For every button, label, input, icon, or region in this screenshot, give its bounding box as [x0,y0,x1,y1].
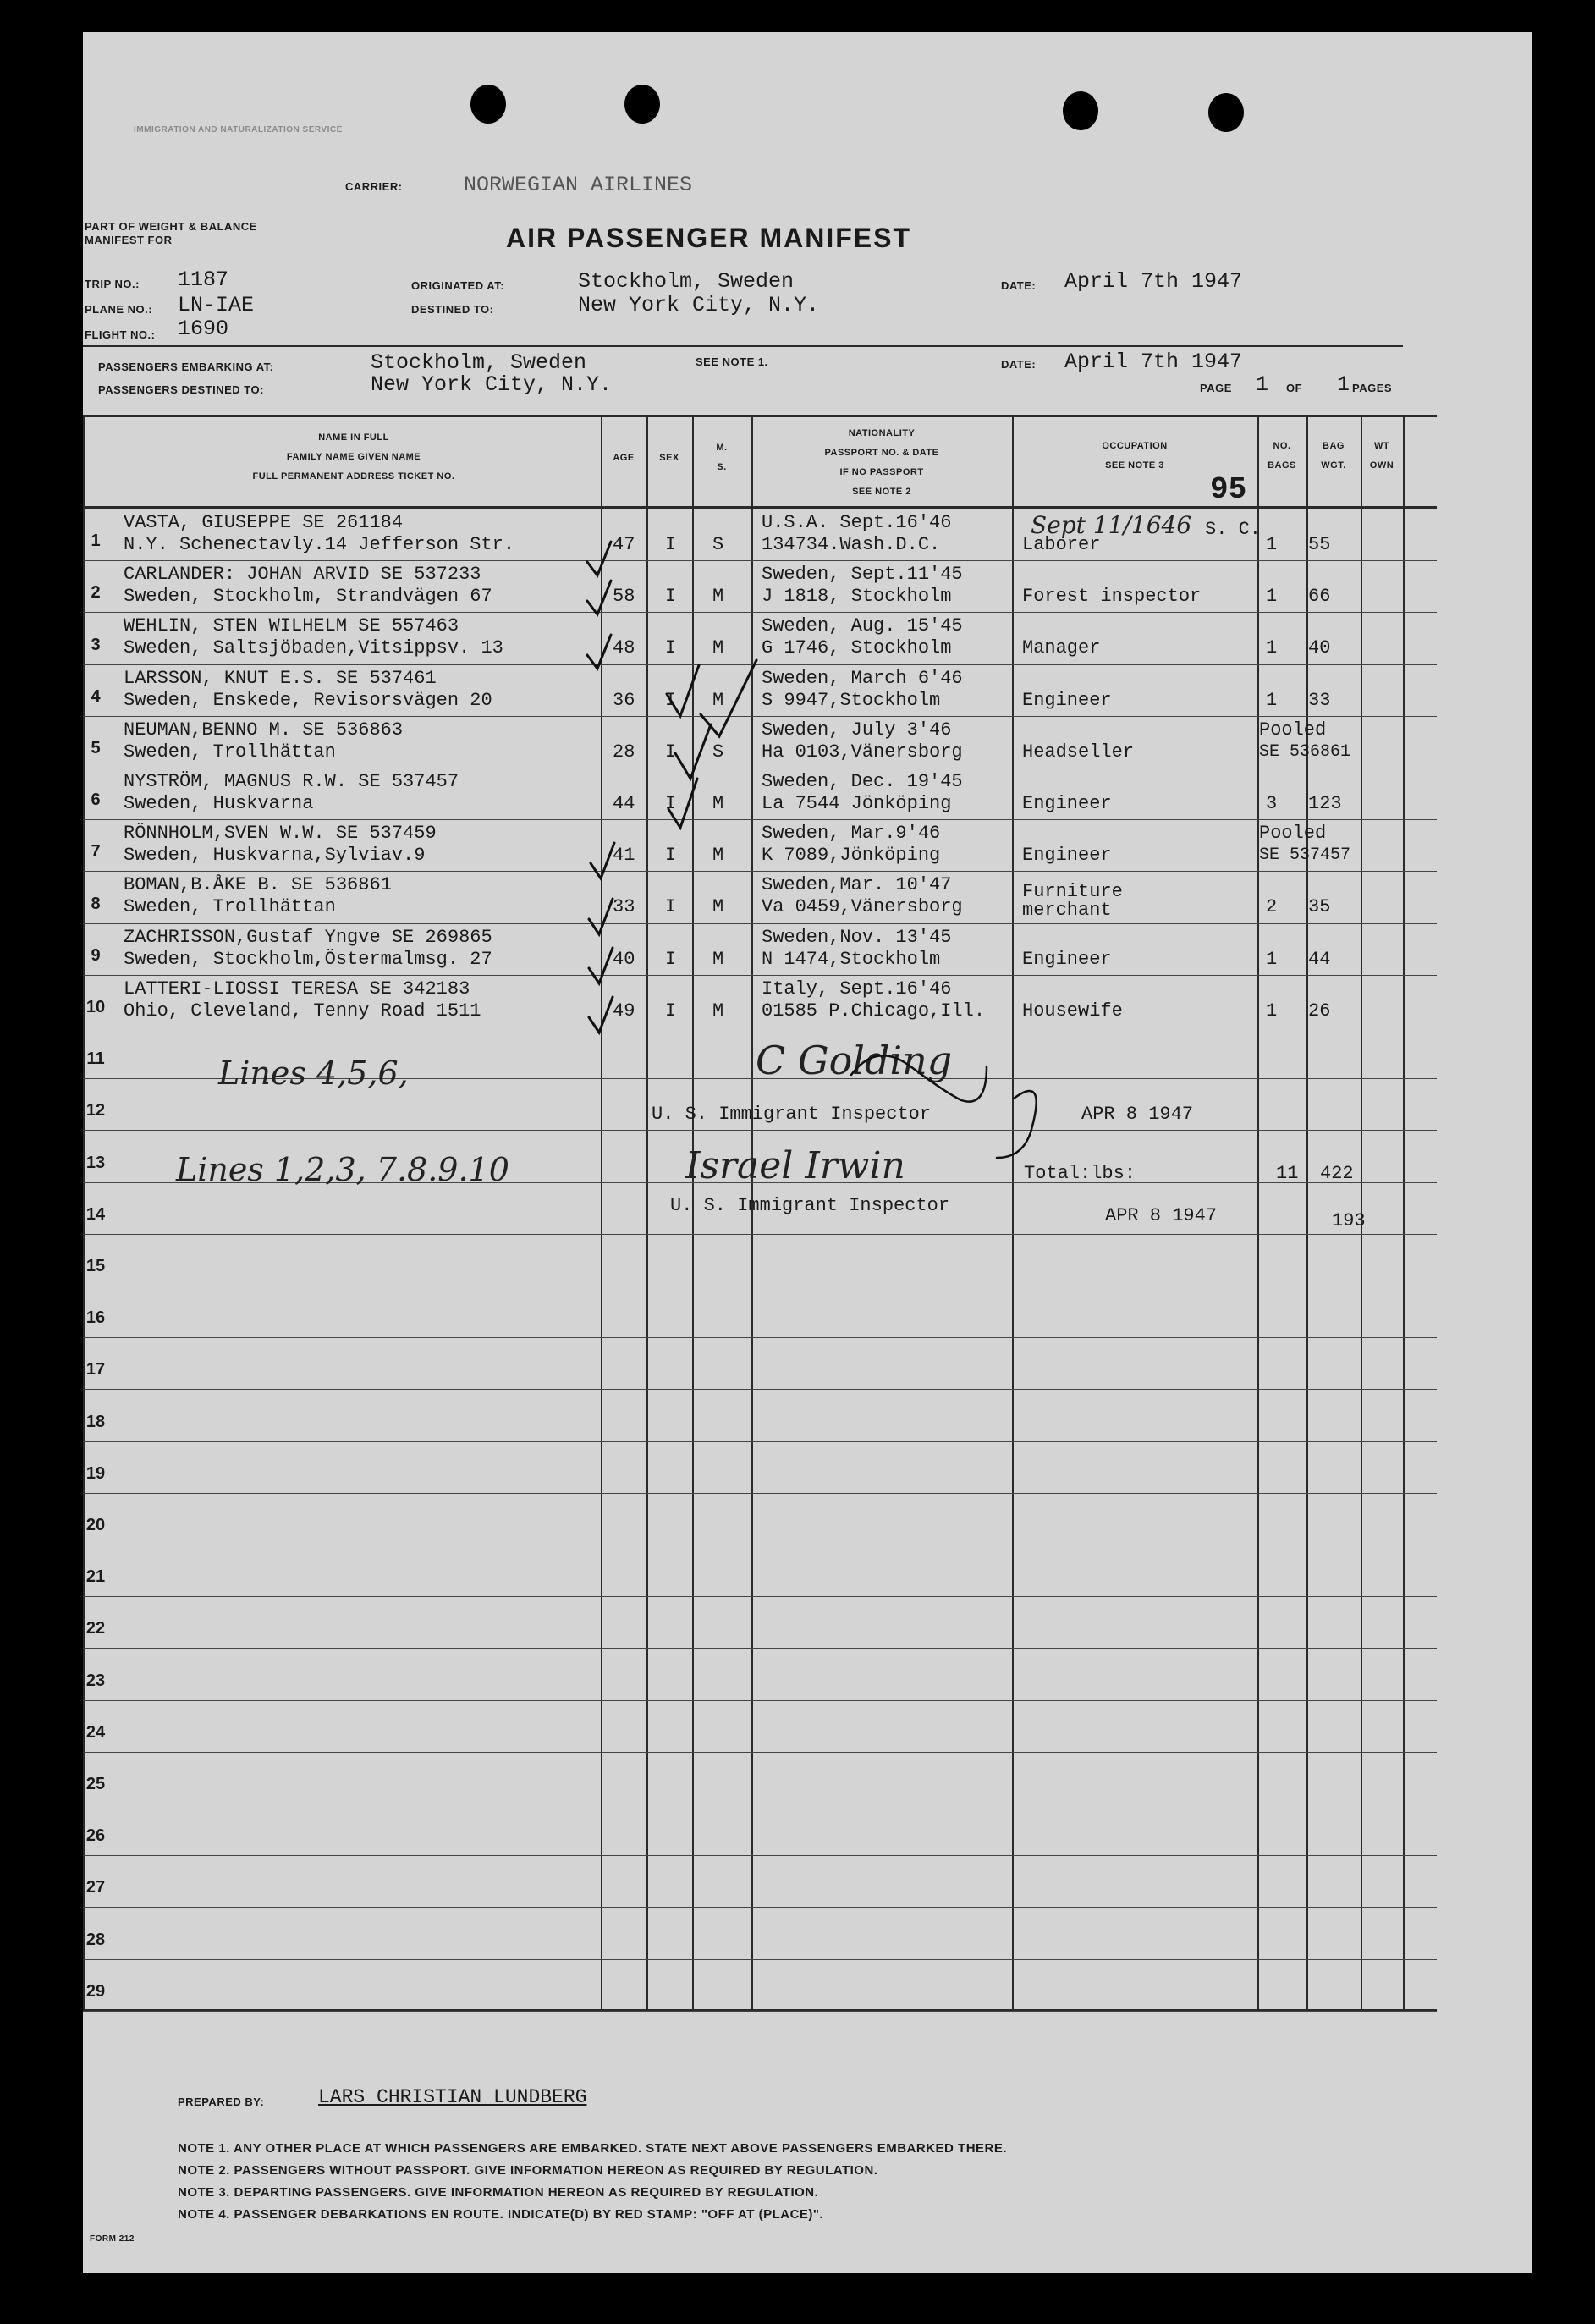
carrier-value: NORWEGIAN AIRLINES [464,173,693,197]
passenger-address: Sweden, Trollhättan [124,896,336,917]
check-mark [589,948,613,983]
col-header-age: AGE [613,453,635,463]
col-header-wt-line: OWN [1369,460,1394,471]
row-number: 18 [85,1413,106,1431]
check-mark [675,724,711,779]
passenger-bag-weight: 66 [1308,586,1331,607]
passenger-marital-status: M [712,637,724,658]
row-number: 4 [91,687,101,706]
passenger-name: NEUMAN,BENNO M. SE 536863 [124,719,404,741]
handwritten-95: 95 [1210,472,1247,507]
passenger-passport: Ha 0103,Vänersborg [762,741,963,763]
passenger-marital-status: M [712,896,724,917]
destined-label: DESTINED TO: [411,303,494,316]
passenger-age: 48 [613,637,635,658]
passenger-bag-weight: 123 [1308,793,1342,814]
passenger-sex: I [665,793,677,814]
col-header-ms: M. S. [716,443,728,472]
passenger-marital-status: M [712,793,724,814]
destined-value: New York City, N.Y. [578,293,820,317]
row-number: 1 [91,531,101,550]
carrier-label: CARRIER: [345,180,403,193]
passenger-sex: I [665,586,677,607]
col-header-name-line: FAMILY NAME GIVEN NAME [286,452,421,462]
passenger-bags: Pooled [1259,823,1327,844]
col-header-nat-line: IF NO PASSPORT [839,467,924,477]
inspector-title-2: U. S. Immigrant Inspector [670,1195,950,1216]
passenger-passport: J 1818, Stockholm [762,586,952,607]
passenger-nationality: Italy, Sept.16'46 [762,978,952,1000]
plane-label: PLANE NO.: [85,303,153,316]
passenger-sex: I [665,1000,677,1022]
passenger-bags: 1 [1266,637,1278,658]
passenger-bag-weight: SE 536861 [1259,742,1351,762]
passenger-bag-weight: 33 [1308,690,1331,711]
page-title: AIR PASSENGER MANIFEST [506,223,911,253]
row-number: 23 [85,1671,106,1690]
check-mark [587,635,611,669]
handwritten-lines-1238: Lines 1,2,3, 7.8.9.10 [176,1151,509,1188]
col-header-bags-line: BAGS [1268,460,1296,471]
passenger-occupation: Housewife [1022,1000,1123,1022]
passenger-address: Ohio, Cleveland, Tenny Road 1511 [124,1000,481,1022]
date2-value: April 7th 1947 [1064,350,1243,374]
passenger-age: 44 [613,793,635,814]
check-marks [83,32,1532,2273]
col-header-nat-line: NATIONALITY [848,428,916,438]
row-number: 15 [85,1257,106,1275]
passenger-bag-weight: 40 [1308,637,1331,658]
passenger-name: BOMAN,B.ÅKE B. SE 536861 [124,874,392,895]
originated-value: Stockholm, Sweden [578,269,795,294]
passenger-passport: N 1474,Stockholm [762,949,941,970]
passenger-address: Sweden, Huskvarna,Sylviav.9 [124,845,426,866]
row-number: 28 [85,1930,106,1949]
passenger-bag-weight: 44 [1308,949,1331,970]
passenger-address: Sweden, Enskede, Revisorsvägen 20 [124,690,492,711]
passenger-bag-weight: 35 [1308,896,1331,917]
row-number: 17 [85,1360,106,1379]
passenger-age: 28 [613,741,635,763]
row-number: 25 [85,1775,106,1793]
passenger-marital-status: M [712,586,724,607]
passenger-sex: I [665,949,677,970]
check-mark [668,779,697,828]
check-mark [589,899,613,934]
passenger-bags: 1 [1266,534,1278,555]
passenger-name: CARLANDER: JOHAN ARVID SE 537233 [124,564,481,585]
inspector-signature-2: Israel Irwin [685,1144,905,1187]
passenger-occupation-1: Furniture [1022,881,1123,902]
passenger-passport: G 1746, Stockholm [762,637,952,658]
passenger-age: 36 [613,690,635,711]
passenger-age: 33 [613,896,635,917]
passenger-occupation: merchant [1022,900,1112,921]
passenger-bags: 2 [1266,896,1278,917]
manifest-for-label: MANIFEST FOR [85,234,173,246]
passenger-bags: 3 [1266,793,1278,814]
occupation-handnote-code: S. C. [1205,519,1262,540]
plane-value: LN-IAE [178,293,255,317]
passenger-occupation: Laborer [1022,534,1101,555]
prepared-label: PREPARED BY: [178,2095,265,2108]
passenger-sex: I [665,741,677,763]
passenger-occupation: Engineer [1022,690,1112,711]
embarking-label: PASSENGERS EMBARKING AT: [98,361,274,373]
manifest-sheet [83,32,1532,2273]
passenger-address: Sweden, Saltsjöbaden,Vitsippsv. 13 [124,637,503,658]
row-number: 21 [85,1567,106,1586]
passenger-marital-status: S [712,741,724,763]
embarking-value: Stockholm, Sweden [371,350,587,375]
passenger-age: 40 [613,949,635,970]
total-bags: 11 [1276,1163,1299,1184]
row-number: 2 [91,583,101,602]
col-header-nat-line: SEE NOTE 2 [852,487,911,497]
check-mark [701,660,756,736]
passenger-nationality: Sweden, Mar.9'46 [762,823,941,844]
passenger-address: Sweden, Huskvarna [124,793,314,814]
passenger-occupation: Engineer [1022,793,1112,814]
row-number: 7 [91,842,101,861]
passenger-name: LATTERI-LIOSSI TERESA SE 342183 [124,978,470,1000]
passenger-name: ZACHRISSON,Gustaf Yngve SE 269865 [124,927,492,948]
passenger-address: Sweden, Stockholm, Strandvägen 67 [124,586,492,607]
col-header-nat-line: PASSPORT NO. & DATE [824,448,939,458]
row-number: 10 [85,998,106,1016]
check-mark [667,665,699,716]
note-1: NOTE 1. ANY OTHER PLACE AT WHICH PASSENGERS ARE EMBARKED. STATE NEXT ABOVE PASSENGERS EMBARKED THERE. [178,2141,1008,2156]
row-number: 9 [91,946,101,965]
passenger-bags: 1 [1266,1000,1278,1022]
passenger-bags: Pooled [1259,719,1327,741]
check-mark [589,997,613,1033]
inspector-signature-1: C Golding [756,1038,953,1083]
passenger-occupation: Manager [1022,637,1101,658]
inspector-title-1: U. S. Immigrant Inspector [652,1104,932,1125]
passenger-sex: I [665,896,677,917]
of-label: OF [1286,382,1303,394]
col-header-occ-line: SEE NOTE 3 [1105,460,1164,471]
passenger-name: LARSSON, KNUT E.S. SE 537461 [124,668,437,689]
col-header-occ-line: OCCUPATION [1102,441,1168,451]
note-3: NOTE 3. DEPARTING PASSENGERS. GIVE INFORMATION HEREON AS REQUIRED BY REGULATION. [178,2185,819,2200]
col-header-wt-line: WT [1373,441,1390,451]
passenger-passport: 01585 P.Chicago,Ill. [762,1000,986,1022]
passenger-occupation: Engineer [1022,949,1112,970]
note-2: NOTE 2. PASSENGERS WITHOUT PASSPORT. GIVE INFORMATION HEREON AS REQUIRED BY REGULATION. [178,2163,878,2178]
pages-label: PAGES [1352,382,1393,394]
row-number: 13 [85,1154,106,1172]
passenger-bag-weight: SE 537457 [1259,845,1351,865]
passenger-address: Sweden, Trollhättan [124,741,336,763]
passenger-nationality: Sweden, Sept.11'45 [762,564,963,585]
see-note-1: SEE NOTE 1. [696,355,768,368]
passenger-bags: 1 [1266,586,1278,607]
form-number: FORM 212 [90,2234,135,2244]
passenger-marital-status: S [712,534,724,555]
col-header-wgt-line: BAG [1323,441,1345,451]
passenger-occupation: Forest inspector [1022,586,1202,607]
row-number: 22 [85,1619,106,1638]
passenger-nationality: Sweden, Aug. 15'45 [762,615,963,636]
check-mark [587,542,611,575]
passenger-sex: I [665,534,677,555]
flight-label: FLIGHT NO.: [85,328,156,341]
signature-stroke [997,1091,1037,1158]
page-label: PAGE [1200,382,1232,394]
page-value: 1 [1256,372,1269,397]
passenger-sex: I [665,690,677,711]
passenger-age: 58 [613,586,635,607]
passenger-age: 49 [613,1000,635,1022]
passenger-passport: 134734.Wash.D.C. [762,534,941,555]
trip-label: TRIP NO.: [85,278,140,290]
col-header-wgt-line: WGT. [1321,460,1346,471]
passenger-occupation: Engineer [1022,845,1112,866]
date-value: April 7th 1947 [1064,269,1243,294]
passenger-name: NYSTRÖM, MAGNUS R.W. SE 537457 [124,771,459,792]
row-number: 26 [85,1826,106,1845]
note-4: NOTE 4. PASSENGER DEBARKATIONS EN ROUTE. INDICATE(D) BY RED STAMP: "OFF AT (PLACE)". [178,2207,824,2222]
handwritten-lines-456: Lines 4,5,6, [218,1055,409,1092]
inspector-date-1: APR 8 1947 [1081,1104,1194,1125]
passenger-marital-status: M [712,949,724,970]
row-number: 20 [85,1516,106,1534]
row-number: 29 [85,1982,106,2001]
passenger-passport: K 7089,Jönköping [762,845,941,866]
row-number: 16 [85,1308,106,1327]
row-number: 5 [91,739,101,757]
date-label: DATE: [1001,279,1037,292]
passenger-passport: La 7544 Jönköping [762,793,952,814]
row-number: 14 [85,1205,106,1224]
passenger-passport: Va 0459,Vänersborg [762,896,963,917]
date2-label: DATE: [1001,358,1037,371]
passenger-name: WEHLIN, STEN WILHELM SE 557463 [124,615,459,636]
row-number: 19 [85,1464,106,1483]
passenger-age: 47 [613,534,635,555]
passenger-name: VASTA, GIUSEPPE SE 261184 [124,512,404,533]
passenger-nationality: Sweden,Nov. 13'45 [762,927,952,948]
trip-value: 1187 [178,267,229,292]
row-number: 8 [91,895,101,913]
passenger-age: 41 [613,845,635,866]
total-subweight: 193 [1332,1210,1366,1231]
row-number: 12 [85,1101,106,1120]
passenger-name: RÖNNHOLM,SVEN W.W. SE 537459 [124,823,437,844]
col-header-name-line: FULL PERMANENT ADDRESS TICKET NO. [252,471,455,482]
row-number: 3 [91,636,101,654]
passenger-sex: I [665,845,677,866]
occupation-handnote: Sept 11/1646 [1031,511,1192,539]
pages-value: 1 [1337,372,1350,397]
part-of-label: PART OF WEIGHT & BALANCE [85,220,257,233]
prepared-value: LARS CHRISTIAN LUNDBERG [318,2086,587,2108]
col-header-name-line: NAME IN FULL [318,432,389,443]
check-mark [591,843,614,878]
passenger-bag-weight: 55 [1308,534,1331,555]
passenger-bags: 1 [1266,949,1278,970]
originated-label: ORIGINATED AT: [411,279,505,292]
passenger-occupation: Headseller [1022,741,1135,763]
row-number: 24 [85,1723,106,1742]
flight-value: 1690 [178,317,229,341]
passenger-marital-status: M [712,1000,724,1022]
passenger-nationality: Sweden, July 3'46 [762,719,952,741]
passenger-address: N.Y. Schenectavly.14 Jefferson Str. [124,534,515,555]
total-label: Total:lbs: [1024,1163,1136,1184]
inspector-date-2: APR 8 1947 [1105,1205,1218,1226]
row-number: 27 [85,1878,106,1897]
passenger-nationality: Sweden,Mar. 10'47 [762,874,952,895]
passenger-marital-status: M [712,845,724,866]
agency-line: IMMIGRATION AND NATURALIZATION SERVICE [134,125,343,135]
passenger-bag-weight: 26 [1308,1000,1331,1022]
passenger-nationality: U.S.A. Sept.16'46 [762,512,952,533]
passenger-nationality: Sweden, Dec. 19'45 [762,771,963,792]
passenger-bags: 1 [1266,690,1278,711]
total-lbs: 422 [1320,1163,1354,1184]
row-number: 6 [91,790,101,809]
col-header-bags-line: NO. [1273,441,1291,451]
passenger-sex: I [665,637,677,658]
signature-stroke [851,1055,987,1102]
passenger-passport: S 9947,Stockholm [762,690,941,711]
check-mark [587,581,611,614]
row-number: 11 [86,1049,105,1068]
col-header-sex: SEX [659,453,679,463]
passenger-address: Sweden, Stockholm,Östermalmsg. 27 [124,949,492,970]
destined2-label: PASSENGERS DESTINED TO: [98,383,264,396]
passenger-marital-status: M [712,690,724,711]
passenger-nationality: Sweden, March 6'46 [762,668,963,689]
destined2-value: New York City, N.Y. [371,372,613,397]
